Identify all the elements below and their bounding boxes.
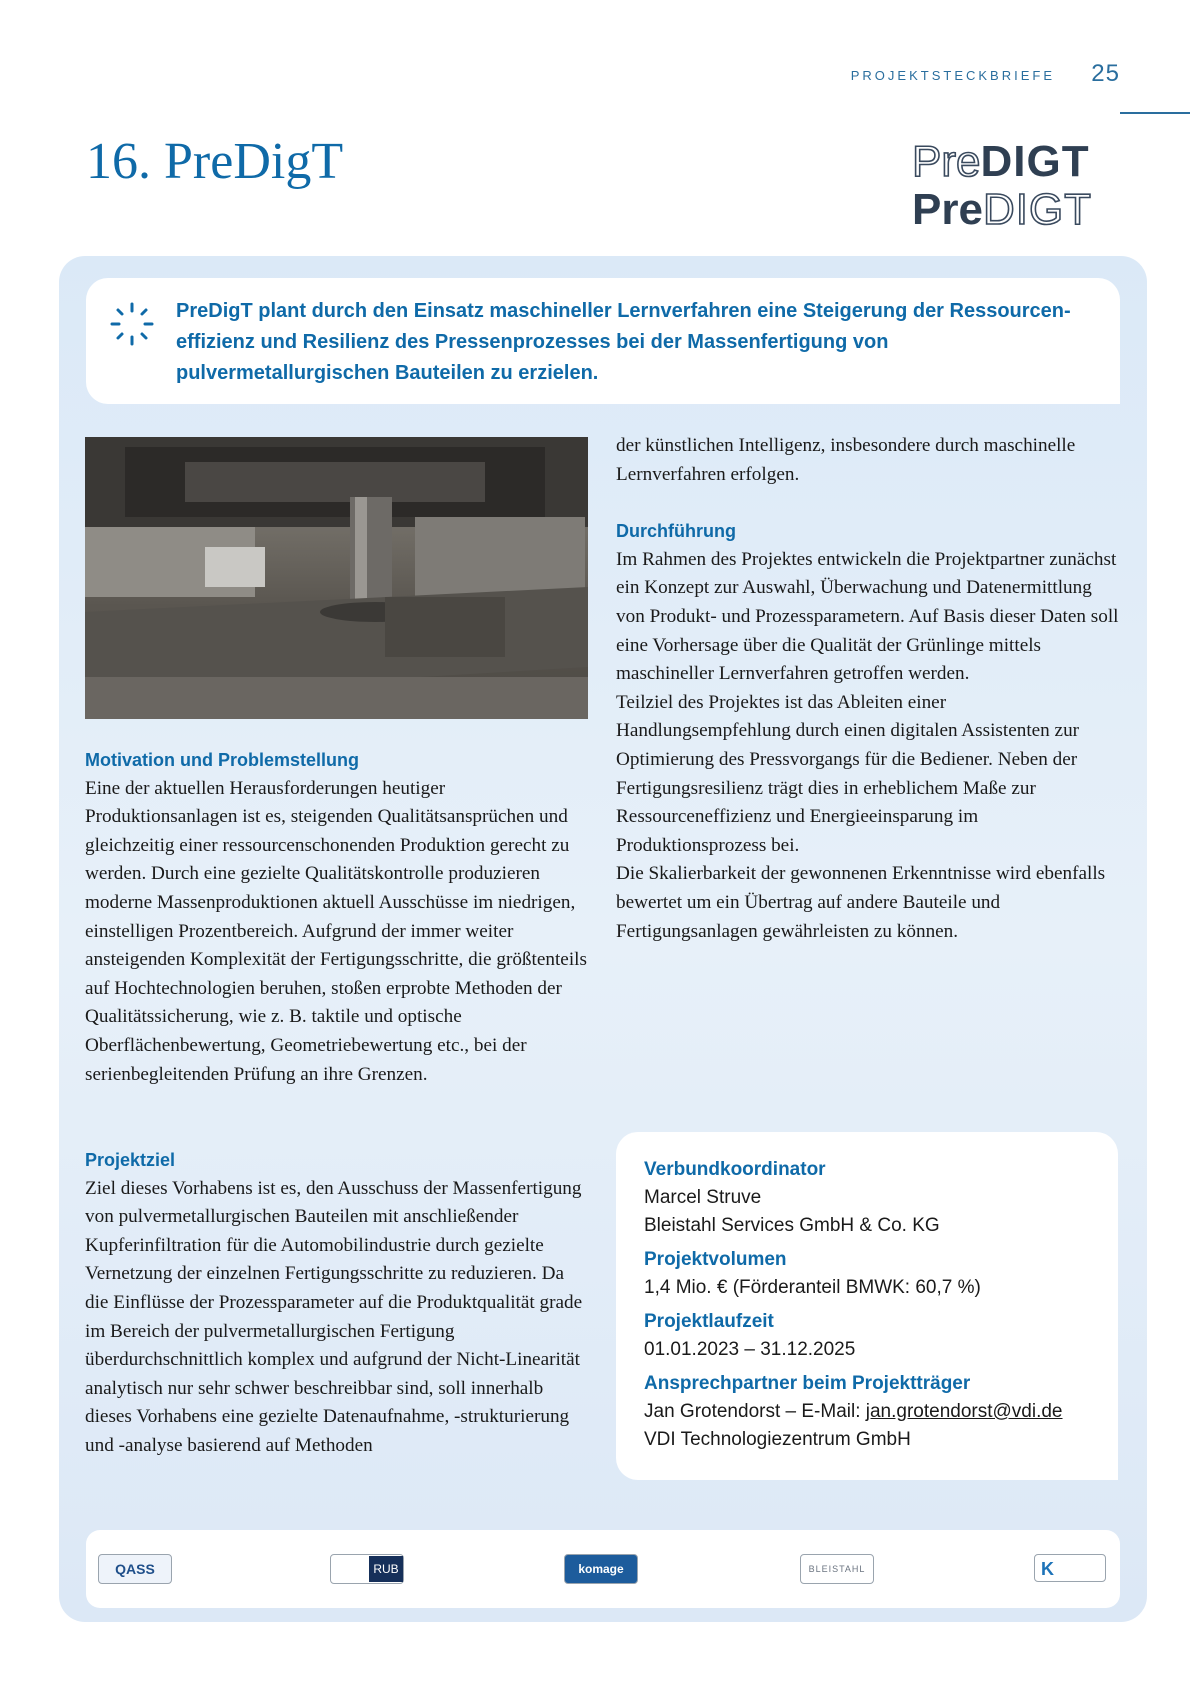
running-title: PROJEKTSTECKBRIEFE bbox=[850, 68, 1055, 83]
partner-logo-rub: RUB bbox=[330, 1554, 404, 1584]
motivation-text: Eine der aktuellen Herausforderungen heutiger Produktionsanlagen ist es, steigenden Qualitätsansprüchen und gleichzeitig einer ressourcenschonenden Produktion gerecht zu werden. Durch eine gezielte Qualitätskontrolle produzieren moderne Massenproduktionen aktuell Ausschüsse im niedrigen, einstelligen Prozentbereich. Aufgrund der immer weiter ansteigenden Komplexität der Fertigungsschritte, die größtenteils auf Hochtechnologien beruhen, stoßen erprobte Methoden der Qualitätssicherung, wie z. B. taktile und optische Oberflächenbewertung, Geometriebewertung etc., bei der serienbegleitenden Prüfung an ihre Grenzen. bbox=[85, 777, 587, 1085]
page-title: 16. PreDigT bbox=[86, 133, 344, 190]
lead-box bbox=[86, 278, 1120, 404]
motivation-heading: Motivation und Problemstellung bbox=[85, 750, 359, 770]
left-column-ziel bbox=[85, 1146, 590, 1461]
koordinator-name: Marcel Struve bbox=[644, 1187, 762, 1208]
durchfuehrung-paragraph-2: Teilziel des Projektes ist das Ableiten einer Handlungsempfehlung durch einen digitalen Assistenten zur Optimierung des Pressvorgangs für die Bediener. Neben der Fertigungsresilienz trägt dies in erheblichem Maße zur Ressourceneffizienz und Energieeinsparung im Produktionsprozess bei. bbox=[616, 691, 1080, 856]
spark-icon bbox=[108, 300, 156, 348]
left-column bbox=[85, 746, 590, 1089]
koordinator-org: Bleistahl Services GmbH & Co. KG bbox=[644, 1215, 940, 1236]
partner-logos-bar bbox=[86, 1530, 1120, 1608]
partner-logo-komage: komage bbox=[564, 1554, 638, 1584]
ansprech-name: Jan Grotendorst – E-Mail: bbox=[644, 1401, 866, 1422]
page-number: 25 bbox=[1091, 60, 1120, 87]
continuation-text: der künstlichen Intelligenz, insbesondere durch maschinelle Lernverfahren erfolgen. bbox=[616, 435, 1076, 485]
koordinator-label: Verbundkoordinator bbox=[644, 1159, 826, 1180]
partner-logo-qass: QASS bbox=[98, 1554, 172, 1584]
partner-logo-bleistahl: BLEISTAHL bbox=[800, 1554, 874, 1584]
ansprech-org: VDI Technologiezentrum GmbH bbox=[644, 1429, 911, 1450]
lead-text: PreDigT plant durch den Einsatz maschineller Lernverfahren eine Steigerung der Ressourcen-effizienz und Resilienz des Pressenprozesses bei der Massenfertigung von pulvermetallurgischen Bauteilen zu erzielen. bbox=[176, 300, 1071, 384]
partner-logo-k: K bbox=[1034, 1554, 1106, 1582]
durchfuehrung-paragraph-3: Die Skalierbarkeit der gewonnenen Erkenntnisse wird ebenfalls bewertet um ein Übertrag auf andere Bauteile und Fertigungsanlagen gewährleisten zu können. bbox=[616, 863, 1106, 942]
durchfuehrung-paragraph-1: Im Rahmen des Projektes entwickeln die Projektpartner zunächst ein Konzept zur Auswahl, Überwachung und Datenermittlung von Produkt- und Prozessparametern. Auf Basis dieser Daten soll eine Vorhersage über die Qualität der Grünlinge mittels maschineller Lernverfahren getroffen werden. bbox=[616, 548, 1119, 685]
project-info-box bbox=[616, 1132, 1118, 1480]
ziel-heading: Projektziel bbox=[85, 1150, 176, 1170]
ziel-text: Ziel dieses Vorhabens ist es, den Ausschuss der Massenfertigung von pulvermetallurgischen Bauteilen mit anschließender Kupferinfiltration für die Automobilindustrie durch gezielte Vernetzung der einzelnen Fertigungsschritte zu reduzieren. Da die Einflüsse der Prozessparameter auf die Produktqualität grade im Bereich der pulvermetallurgischen Fertigung überdurchschnittlich komplex und aufgrund der Nicht-Linearität analytisch nur sehr schwer beschreibbar sind, soll innerhalb dieses Vorhabens eine gezielte Datenaufnahme, -strukturierung und -analyse basierend auf Methoden bbox=[85, 1177, 583, 1456]
ansprech-contact bbox=[644, 1398, 1104, 1426]
email-link[interactable]: jan.grotendorst@vdi.de bbox=[865, 1401, 1063, 1422]
right-column bbox=[616, 432, 1123, 946]
laufzeit-label: Projektlaufzeit bbox=[644, 1311, 774, 1332]
volumen-value: 1,4 Mio. € (Förderanteil BMWK: 60,7 %) bbox=[644, 1277, 981, 1298]
durchfuehrung-heading: Durchführung bbox=[616, 521, 736, 542]
header-rule bbox=[1120, 112, 1190, 114]
press-machine-photo bbox=[85, 437, 588, 719]
laufzeit-value: 01.01.2023 – 31.12.2025 bbox=[644, 1339, 856, 1360]
predigt-logo: PreDIGT PreDIGT bbox=[912, 137, 1093, 234]
ansprech-label: Ansprechpartner beim Projektträger bbox=[644, 1373, 971, 1394]
volumen-label: Projektvolumen bbox=[644, 1249, 787, 1270]
